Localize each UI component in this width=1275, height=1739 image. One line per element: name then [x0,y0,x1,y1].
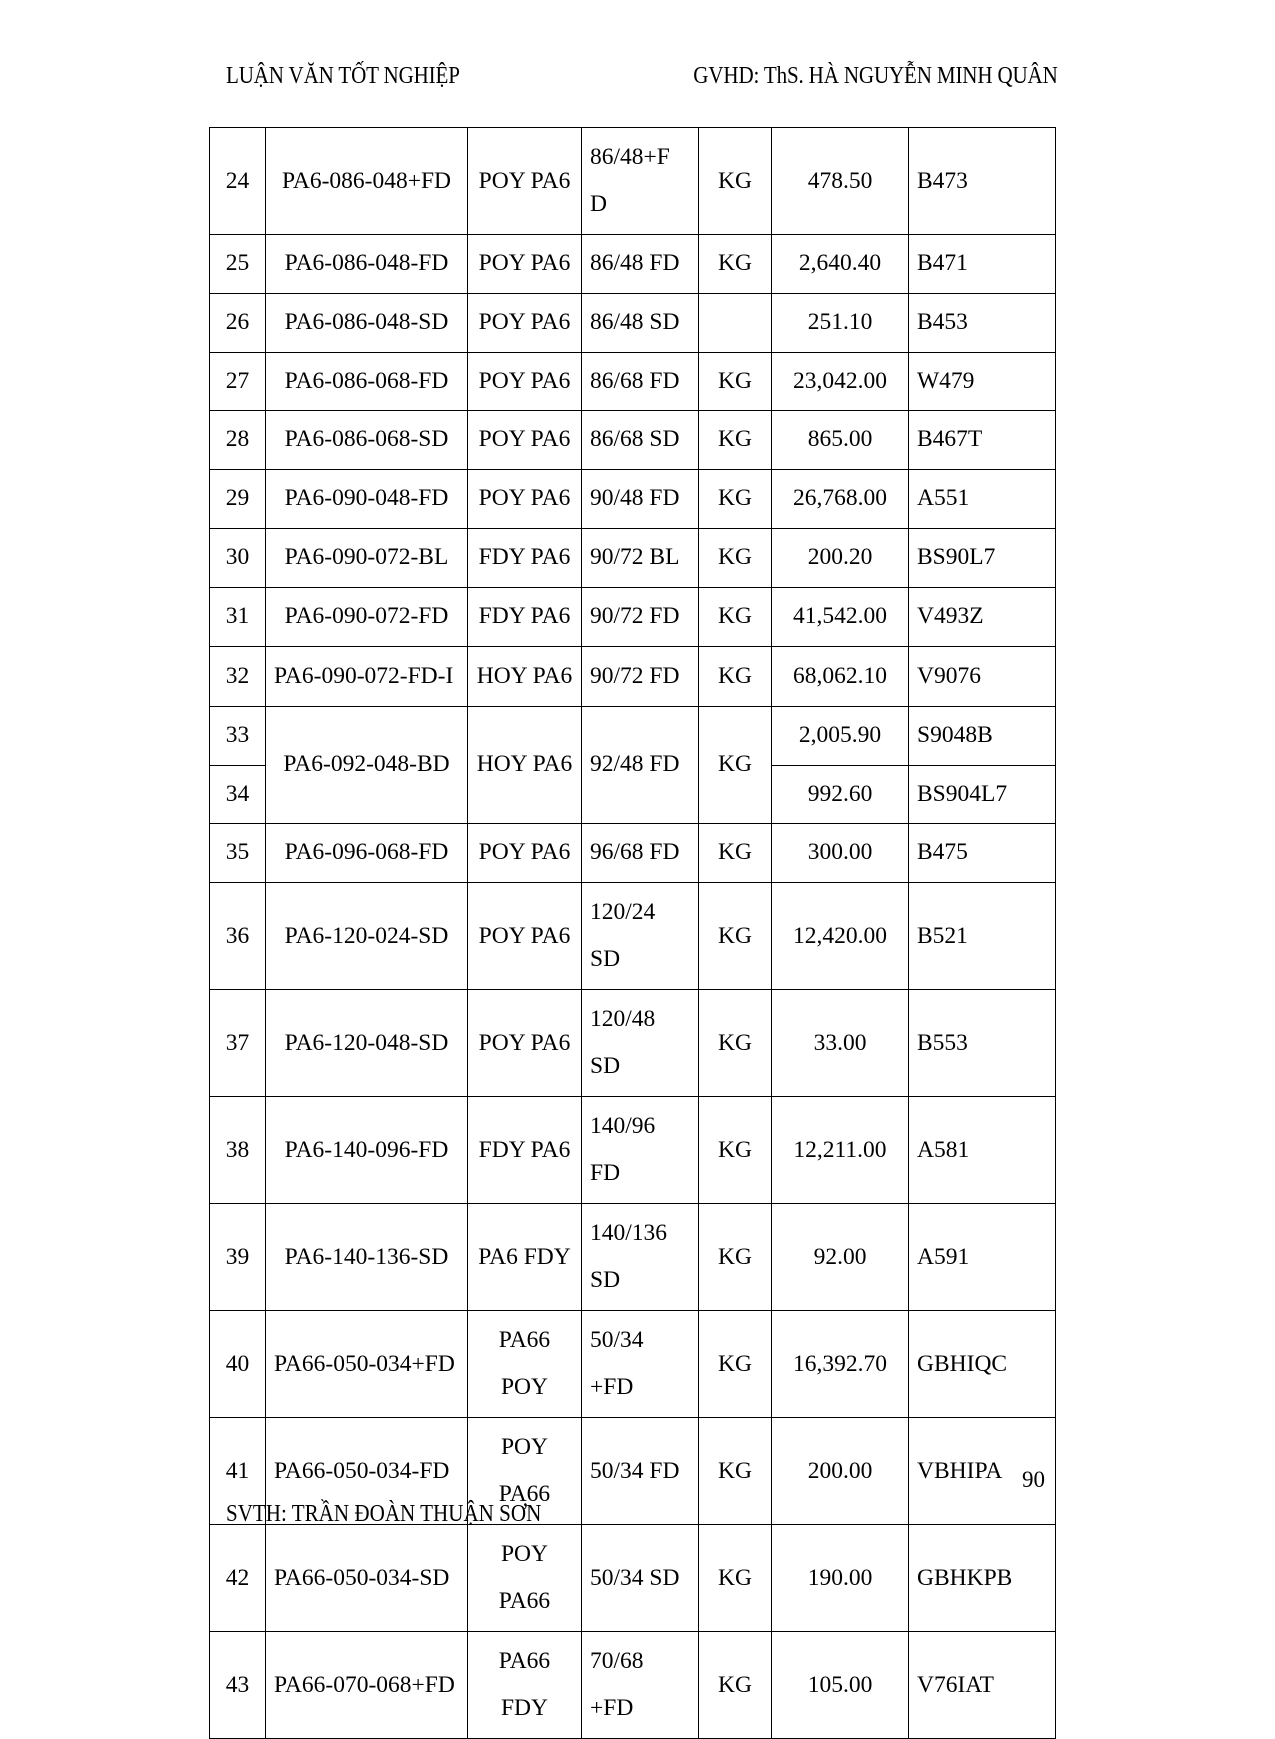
table-row [210,293,1056,352]
cell-unit: KG [699,1525,772,1632]
cell-unit: KG [699,128,772,235]
cell-type: POY PA6 [468,824,582,883]
cell-lot: W479 [909,352,1056,411]
cell-code: PA6-086-068-SD [266,411,468,470]
cell-spec: 90/72 BL [582,529,699,588]
cell-spec: 96/68 FD [582,824,699,883]
cell-unit: KG [699,470,772,529]
table-row [210,1097,1056,1204]
cell-spec: 86/48 FD [582,235,699,294]
cell-type: POY PA6 [468,883,582,990]
cell-unit: KG [699,1311,772,1418]
cell-lot: V76IAT [909,1632,1056,1739]
cell-qty: 251.10 [772,293,909,352]
cell-lot: BS90L7 [909,529,1056,588]
cell-lot: B553 [909,990,1056,1097]
table-row [210,587,1056,646]
cell-no: 39 [210,1204,266,1311]
cell-code: PA6-090-072-BL [266,529,468,588]
cell-no: 37 [210,990,266,1097]
cell-spec: 50/34 FD [582,1418,699,1525]
cell-qty: 300.00 [772,824,909,883]
cell-type: FDY PA6 [468,587,582,646]
cell-qty: 92.00 [772,1204,909,1311]
cell-no: 43 [210,1632,266,1739]
cell-unit: KG [699,824,772,883]
cell-type: POY PA6 [468,990,582,1097]
cell-qty: 12,211.00 [772,1097,909,1204]
cell-code: PA6-120-048-SD [266,990,468,1097]
cell-no: 25 [210,235,266,294]
cell-spec: 86/68 SD [582,411,699,470]
cell-unit: KG [699,411,772,470]
cell-qty: 23,042.00 [772,352,909,411]
cell-lot: A581 [909,1097,1056,1204]
cell-unit [699,293,772,352]
table-row [210,824,1056,883]
footer-left-text: SVTH: TRẦN ĐOÀN THUẬN SƠN [226,1500,542,1527]
header-left-text: LUẬN VĂN TỐT NGHIỆP [226,62,460,89]
cell-type: HOY PA6 [468,646,582,706]
cell-code: PA6-096-068-FD [266,824,468,883]
cell-qty: 2,005.90 [772,706,909,765]
inventory-table [209,127,1056,1739]
cell-no: 36 [210,883,266,990]
cell-no: 41 [210,1418,266,1525]
cell-lot: B521 [909,883,1056,990]
cell-qty: 865.00 [772,411,909,470]
cell-unit: KG [699,587,772,646]
table-row [210,128,1056,235]
cell-no: 26 [210,293,266,352]
cell-lot: GBHKPB [909,1525,1056,1632]
cell-qty: 2,640.40 [772,235,909,294]
cell-spec: 86/68 FD [582,352,699,411]
cell-qty: 200.00 [772,1418,909,1525]
cell-code: PA66-050-034-SD [266,1525,468,1632]
cell-lot: VBHIPA [909,1418,1056,1525]
cell-no: 29 [210,470,266,529]
cell-spec: 90/72 FD [582,587,699,646]
table-row [210,883,1056,990]
cell-spec: 120/24 SD [582,883,699,990]
table-row [210,706,1056,765]
cell-type: POY PA6 [468,470,582,529]
cell-code: PA66-070-068+FD [266,1632,468,1739]
cell-qty: 105.00 [772,1632,909,1739]
cell-qty: 68,062.10 [772,646,909,706]
cell-code: PA6-086-048-FD [266,235,468,294]
running-header [226,62,1058,90]
table-row [210,411,1056,470]
cell-qty: 200.20 [772,529,909,588]
cell-qty: 190.00 [772,1525,909,1632]
cell-unit: KG [699,1418,772,1525]
cell-code: PA6-120-024-SD [266,883,468,990]
cell-type: POY PA6 [468,293,582,352]
cell-qty: 41,542.00 [772,587,909,646]
cell-qty: 992.60 [772,765,909,824]
cell-lot: B471 [909,235,1056,294]
cell-lot: B453 [909,293,1056,352]
cell-spec: 120/48 SD [582,990,699,1097]
cell-code: PA6-140-136-SD [266,1204,468,1311]
cell-type: POY PA6 [468,352,582,411]
cell-code: PA6-092-048-BD [266,706,468,824]
cell-code: PA66-050-034-FD [266,1418,468,1525]
cell-type: POY PA6 [468,128,582,235]
header-right-text: GVHD: ThS. HÀ NGUYỄN MINH QUÂN [693,62,1058,89]
running-footer [226,1500,1058,1528]
cell-spec: 140/96 FD [582,1097,699,1204]
cell-unit: KG [699,352,772,411]
cell-no: 28 [210,411,266,470]
cell-no: 33 [210,706,266,765]
table-row [210,990,1056,1097]
cell-qty: 26,768.00 [772,470,909,529]
cell-lot: V9076 [909,646,1056,706]
cell-spec: 70/68 +FD [582,1632,699,1739]
cell-unit: KG [699,235,772,294]
cell-qty: 478.50 [772,128,909,235]
table-row [210,1204,1056,1311]
cell-type: POY PA6 [468,411,582,470]
cell-qty: 16,392.70 [772,1311,909,1418]
cell-unit: KG [699,883,772,990]
table-row [210,1632,1056,1739]
cell-no: 42 [210,1525,266,1632]
cell-qty: 33.00 [772,990,909,1097]
cell-type: FDY PA6 [468,529,582,588]
table-row [210,352,1056,411]
cell-lot: A591 [909,1204,1056,1311]
table-row [210,1525,1056,1632]
table-row [210,235,1056,294]
cell-unit: KG [699,529,772,588]
cell-type: POY PA66 [468,1525,582,1632]
cell-lot: B475 [909,824,1056,883]
cell-spec: 50/34 SD [582,1525,699,1632]
cell-lot: A551 [909,470,1056,529]
cell-spec: 90/48 FD [582,470,699,529]
cell-no: 24 [210,128,266,235]
cell-spec: 86/48 SD [582,293,699,352]
cell-no: 31 [210,587,266,646]
table-row [210,646,1056,706]
cell-no: 40 [210,1311,266,1418]
cell-code: PA6-140-096-FD [266,1097,468,1204]
cell-code: PA6-090-072-FD-I [266,646,468,706]
cell-type: FDY PA6 [468,1097,582,1204]
cell-type: PA66 FDY [468,1632,582,1739]
cell-type: PA66 POY [468,1311,582,1418]
cell-lot: B473 [909,128,1056,235]
cell-unit: KG [699,706,772,824]
cell-lot: BS904L7 [909,765,1056,824]
cell-spec: 90/72 FD [582,646,699,706]
cell-spec: 50/34 +FD [582,1311,699,1418]
page-number: 90 [1022,1467,1045,1492]
cell-no: 38 [210,1097,266,1204]
cell-no: 27 [210,352,266,411]
cell-lot: B467T [909,411,1056,470]
cell-unit: KG [699,1204,772,1311]
cell-type: PA6 FDY [468,1204,582,1311]
cell-no: 30 [210,529,266,588]
cell-code: PA6-090-048-FD [266,470,468,529]
cell-type: HOY PA6 [468,706,582,824]
table-row [210,470,1056,529]
table-row [210,529,1056,588]
cell-no: 34 [210,765,266,824]
cell-type: POY PA66 [468,1418,582,1525]
cell-code: PA6-086-068-FD [266,352,468,411]
cell-spec: 140/136 SD [582,1204,699,1311]
cell-unit: KG [699,990,772,1097]
cell-code: PA6-086-048+FD [266,128,468,235]
cell-code: PA6-090-072-FD [266,587,468,646]
cell-no: 35 [210,824,266,883]
cell-qty: 12,420.00 [772,883,909,990]
cell-code: PA6-086-048-SD [266,293,468,352]
cell-lot: GBHIQC [909,1311,1056,1418]
cell-lot: V493Z [909,587,1056,646]
cell-code: PA66-050-034+FD [266,1311,468,1418]
cell-no: 32 [210,646,266,706]
cell-unit: KG [699,1097,772,1204]
cell-lot: S9048B [909,706,1056,765]
cell-spec: 86/48+F D [582,128,699,235]
cell-type: POY PA6 [468,235,582,294]
cell-spec: 92/48 FD [582,706,699,824]
cell-unit: KG [699,1632,772,1739]
cell-unit: KG [699,646,772,706]
table-row [210,1311,1056,1418]
